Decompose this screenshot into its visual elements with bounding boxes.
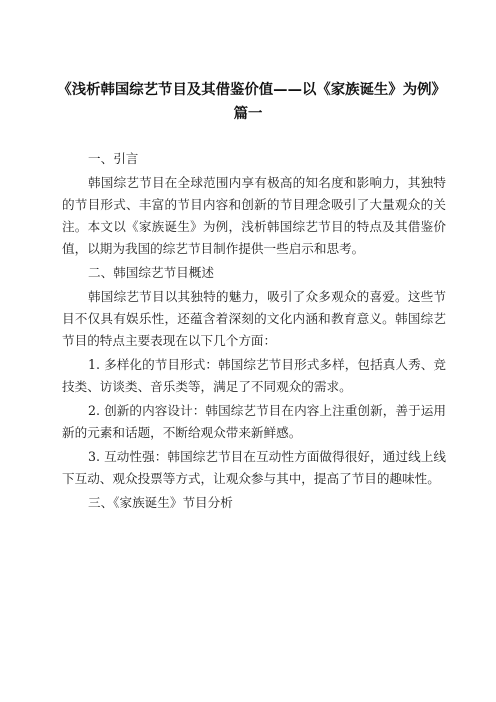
section-heading-analysis: 三、《家族诞生》节目分析: [88, 495, 233, 510]
paragraph-overview: 韩国综艺节目以其独特的魅力，吸引了众多观众的喜爱。这些节目不仅具有娱乐性，还蕴含着深刻的文化内涵和教育意义。韩国综艺节目的特点主要表现在以下几个方面：: [62, 289, 446, 348]
list-item-forms: 1. 多样化的节目形式：韩国综艺节目形式多样，包括真人秀、竞技类、访谈类、音乐类等，满足了不同观众的需求。: [62, 357, 446, 394]
document-title: 《浅析韩国综艺节目及其借鉴价值——以《家族诞生》为例》篇一: [57, 82, 439, 122]
paragraph-introduction: 韩国综艺节目在全球范围内享有极高的知名度和影响力，其独特的节目形式、丰富的节目内容和创新的节目理念吸引了大量观众的关注。本文以《家族诞生》为例，浅析韩国综艺节目的特点及其借鉴价值，以期为我国的综艺节目制作提供一些启示和思考。: [62, 175, 446, 256]
document-body: [62, 148, 446, 516]
section-heading-introduction: 一、引言: [88, 151, 139, 166]
section-heading-overview: 二、韩国综艺节目概述: [88, 265, 214, 280]
list-item-interaction: 3. 互动性强：韩国综艺节目在互动性方面做得很好，通过线上线下互动、观众投票等方式，让观众参与其中，提高了节目的趣味性。: [62, 449, 446, 486]
list-item-content: 2. 创新的内容设计：韩国综艺节目在内容上注重创新，善于运用新的元素和话题，不断给观众带来新鲜感。: [62, 403, 446, 440]
